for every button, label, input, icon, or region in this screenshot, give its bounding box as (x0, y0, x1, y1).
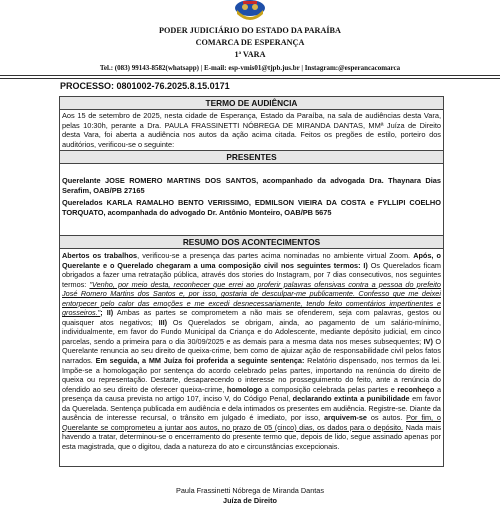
events-text-part: Os Querelados se obrigam, ainda, ao pagamento de um salário-mínimo, individualmente, em favor do Fundo Municipal da Criança e do Adolescente, mediante depósito judicial, em cinco parcelas, sendo a primeira para o dia 30/09/2025 e as demais para a mesma data nos meses subsequentes; (62, 317, 442, 346)
events-emphasis: arquivem-se (323, 413, 367, 423)
events-text-part: Ambas as partes se comprometem a não mais se ofenderem, seja com palavras, gestos ou quaisquer atos negativos; (62, 308, 441, 327)
header-institution: PODER JUDICIÁRIO DO ESTADO DA PARAÍBA (159, 26, 341, 35)
events-text-part: , verificou-se a presença das partes acima nominadas no ambiente virtual Zoom. (137, 251, 411, 260)
events-item-marker: ; II) (100, 308, 114, 318)
header-vara: 1ª VARA (234, 50, 266, 59)
events-item-marker: III) (158, 317, 168, 327)
events-text-part: em favor da Querelada. Sentença publicada em audiência e dela intimados os presentes em audiência. Registre-se. Diante da ausência de interesse recursal, o trânsito em julgado é imediato, por isso, (62, 394, 441, 423)
divider (0, 75, 500, 76)
present-section (59, 150, 444, 248)
header-comarca: COMARCA DE ESPERANÇA (195, 38, 305, 47)
events-emphasis: declarando extinta a punibilidade (292, 394, 410, 404)
signature-role: Juíza de Direito (223, 496, 277, 505)
retraction-quote: "Venho, por meio desta, reconhecer que errei ao proferir palavras ofensivas contra a pessoa do prefeito José Romero Martins dos Santos e, por isso, gostaria de desculpar-me publicamente. Confesso que me deixei entorpecer pelo calor das emoções e me excedi desnecessariamente, tendo feito comentários impertinentes e grosseiros." (62, 279, 441, 318)
hearing-title: TERMO DE AUDIÊNCIA (60, 97, 443, 110)
events-text-part: O Querelante renuncia ao seu direito de queixa-crime, bem como de ajuizar ação de responsabilidade civil pelos fatos narrados. (62, 336, 442, 366)
events-title: RESUMO DOS ACONTECIMENTOS (60, 236, 443, 249)
events-item-marker: IV) (423, 336, 433, 346)
deposit-commitment: Por fim, o Querelante se comprometeu a juntar aos autos, no prazo de 05 (cinco) dias, os dados para o depósito. (62, 413, 441, 432)
events-emphasis: homologo (226, 384, 263, 394)
coat-of-arms-icon (233, 0, 267, 22)
process-number: PROCESSO: 0801002-76.2025.8.15.0171 (60, 81, 230, 91)
present-title: PRESENTES (60, 151, 443, 164)
hearing-section (59, 96, 444, 152)
events-text-part: a presença da causa prevista no artigo 107, inciso V, do Código Penal, (62, 384, 442, 404)
events-text-part: Relatório dispensado, nos termos da lei. Impõe-se a homologação por sentença do acordo celebrado pelas partes, importando na renúncia do direito de queixa ou representação. Destarte, desaparecendo o interesse no prosseguimento do feito, ante a renúncia do ofendido ao seu direito de oferecer queixa-crime, (62, 356, 441, 394)
hearing-text: Aos 15 de setembro de 2025, nesta cidade de Esperança, Estado da Paraíba, na sala de audiências desta Vara, pelas 10:30h, perante a Dra. PAULA FRASSINETTI NÓBREGA DE MIRANDA DANTAS, MMª Juíza de Direito desta Vara, foi aberta a audiência nos autos da ação acima citada. Feitos os pregões de estilo, porteiro dos auditórios, verificou-se o seguinte: (62, 111, 441, 149)
events-text-part: os autos. (366, 413, 407, 423)
events-section (59, 235, 444, 467)
events-agreement-intro: Após, o Querelante e o Querelado chegaram a uma composição civil nos seguintes termos: I) (62, 251, 442, 270)
querelados-entry: Querelados KARLA RAMALHO BENTO VERISSIMO, EDMILSON VIEIRA DA COSTA e FYLLIPI COELHO TORQUATO, acompanhada do advogado Dr. Antônio Monteiro, OAB/PB 5675 (62, 198, 441, 217)
events-text-part: a composição celebrada pelas partes e (262, 384, 398, 394)
signature-name: Paula Frassinetti Nóbrega de Miranda Dantas (175, 486, 325, 495)
header-contact: Tel.: (083) 99143-8582(whatsapp) | E-mail: esp-vmis01@tjpb.jus.br | Instagram:@esperancacomarca (99, 64, 401, 72)
events-text-part: Nada mais havendo a tratar, determinou-se o encerramento do presente termo que, depois de lido, segue assinado apenas por esta magistrada, que o digitou, dada a natureza do ato e circunstâncias excepcionais. (62, 422, 441, 451)
events-text-part: Os Querelados ficam obrigados a fazer uma retratação pública, através dos stories do Instagram, por 7 dias consecutivos, nos seguintes termos: (62, 260, 441, 289)
querelante-entry: Querelante JOSE ROMERO MARTINS DOS SANTOS, acompanhado da advogada Dra. Thaynara Dias Serafim, OAB/PB 27165 (62, 176, 441, 195)
events-text (60, 249, 443, 451)
divider (0, 78, 500, 79)
events-emphasis: reconheço (397, 384, 435, 394)
events-opening: Abertos os trabalhos (62, 251, 138, 260)
sentence-heading: Em seguida, a MM Juíza foi proferida a seguinte sentença: (95, 356, 305, 366)
